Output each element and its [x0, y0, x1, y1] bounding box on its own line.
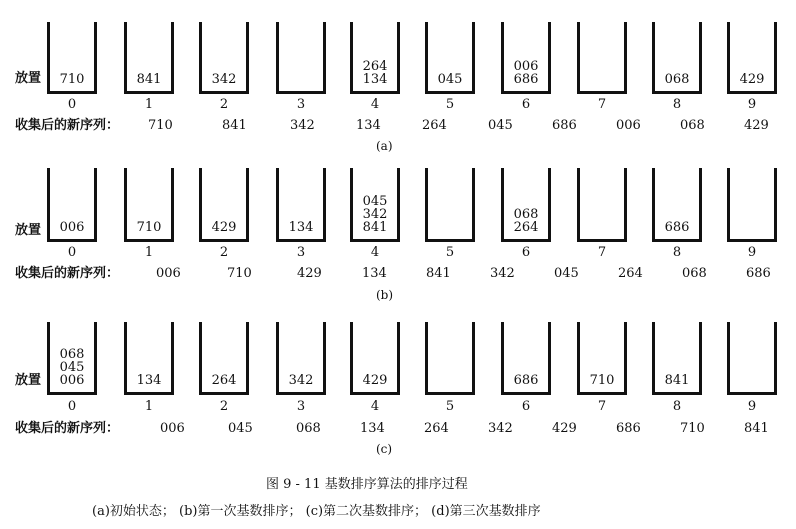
- bucket-value: 710: [136, 220, 162, 235]
- sequence-value: 710: [227, 266, 252, 281]
- bucket-0: [47, 168, 97, 242]
- bucket-value: 686: [513, 72, 539, 87]
- bucket-0: [47, 322, 97, 395]
- bucket-5: [425, 22, 475, 94]
- sequence-value: 068: [682, 266, 707, 281]
- bucket-0: [47, 22, 97, 94]
- bucket-index: 7: [597, 245, 607, 260]
- bucket-values: [655, 374, 699, 387]
- bucket-value: 841: [362, 220, 388, 235]
- sequence-value: 342: [290, 118, 315, 133]
- bucket-1: [124, 322, 174, 395]
- bucket-values: [655, 221, 699, 234]
- bucket-values: [353, 195, 397, 234]
- bucket-8: [652, 322, 702, 395]
- bucket-6: [501, 22, 551, 94]
- sequence-value: 342: [488, 421, 513, 436]
- bucket-8: [652, 22, 702, 94]
- bucket-index: 8: [672, 245, 682, 260]
- sequence-value: 429: [552, 421, 577, 436]
- bucket-2: [199, 168, 249, 242]
- bucket-values: [655, 73, 699, 86]
- bucket-index: 2: [219, 245, 229, 260]
- bucket-values: [127, 374, 171, 387]
- bucket-index: 5: [445, 245, 455, 260]
- bucket-values: [50, 221, 94, 234]
- bucket-index: 6: [521, 245, 531, 260]
- bucket-values: [279, 374, 323, 387]
- bucket-index: 7: [597, 97, 607, 112]
- sequence-value: 841: [426, 266, 451, 281]
- bucket-values: [127, 221, 171, 234]
- bucket-4: [350, 168, 400, 242]
- bucket-value: 342: [362, 207, 388, 222]
- sequence-value: 710: [680, 421, 705, 436]
- bucket-value: 264: [513, 220, 539, 235]
- collected-sequence-label: 收集后的新序列：: [15, 118, 120, 133]
- bucket-index: 5: [445, 399, 455, 414]
- bucket-index: 1: [144, 399, 154, 414]
- bucket-value: 068: [59, 347, 85, 362]
- sequence-value: 045: [554, 266, 579, 281]
- bucket-4: [350, 322, 400, 395]
- sequence-value: 264: [422, 118, 447, 133]
- bucket-value: 006: [59, 220, 85, 235]
- sequence-value: 841: [744, 421, 769, 436]
- sequence-value: 045: [228, 421, 253, 436]
- sequence-value: 006: [156, 266, 181, 281]
- sequence-value: 134: [362, 266, 387, 281]
- panel-caption: (c): [376, 442, 393, 456]
- bucket-value: 429: [211, 220, 237, 235]
- bucket-values: [279, 221, 323, 234]
- sequence-value: 686: [552, 118, 577, 133]
- sequence-value: 134: [360, 421, 385, 436]
- bucket-value: 264: [362, 59, 388, 74]
- bucket-value: 342: [288, 373, 314, 388]
- bucket-1: [124, 168, 174, 242]
- bucket-4: [350, 22, 400, 94]
- bucket-7: [577, 22, 627, 94]
- place-label: 放置: [15, 71, 42, 86]
- bucket-2: [199, 322, 249, 395]
- bucket-values: [50, 348, 94, 387]
- bucket-value: 686: [513, 373, 539, 388]
- sequence-value: 068: [296, 421, 321, 436]
- sequence-value: 429: [744, 118, 769, 133]
- collected-sequence-label: 收集后的新序列：: [15, 266, 120, 281]
- bucket-5: [425, 322, 475, 395]
- bucket-index: 1: [144, 245, 154, 260]
- bucket-index: 4: [370, 399, 380, 414]
- sequence-value: 841: [222, 118, 247, 133]
- bucket-values: [504, 208, 548, 234]
- sequence-value: 342: [490, 266, 515, 281]
- bucket-value: 068: [513, 207, 539, 222]
- bucket-value: 006: [59, 373, 85, 388]
- bucket-value: 068: [664, 72, 690, 87]
- sequence-value: 045: [488, 118, 513, 133]
- sequence-value: 686: [746, 266, 771, 281]
- bucket-2: [199, 22, 249, 94]
- sequence-value: 264: [618, 266, 643, 281]
- bucket-values: [504, 374, 548, 387]
- bucket-6: [501, 322, 551, 395]
- bucket-value: 134: [136, 373, 162, 388]
- bucket-value: 710: [589, 373, 615, 388]
- sequence-value: 710: [148, 118, 173, 133]
- bucket-3: [276, 322, 326, 395]
- sequence-value: 429: [297, 266, 322, 281]
- sequence-value: 686: [616, 421, 641, 436]
- place-label: 放置: [15, 373, 42, 388]
- place-label: 放置: [15, 223, 42, 238]
- bucket-values: [428, 73, 472, 86]
- bucket-value: 429: [362, 373, 388, 388]
- panel-caption: (a): [376, 139, 393, 153]
- bucket-values: [202, 73, 246, 86]
- panel-caption: (b): [376, 288, 394, 302]
- bucket-index: 6: [521, 97, 531, 112]
- bucket-value: 045: [362, 194, 388, 209]
- bucket-index: 9: [747, 245, 757, 260]
- sequence-value: 264: [424, 421, 449, 436]
- bucket-value: 006: [513, 59, 539, 74]
- bucket-6: [501, 168, 551, 242]
- figure-title: 图 9 - 11 基数排序算法的排序过程: [266, 477, 468, 492]
- bucket-value: 134: [362, 72, 388, 87]
- collected-sequence-label: 收集后的新序列：: [15, 421, 120, 436]
- bucket-values: [202, 221, 246, 234]
- bucket-index: 3: [296, 245, 306, 260]
- bucket-index: 9: [747, 97, 757, 112]
- bucket-value: 045: [437, 72, 463, 87]
- bucket-value: 429: [739, 72, 765, 87]
- bucket-index: 5: [445, 97, 455, 112]
- bucket-index: 7: [597, 399, 607, 414]
- bucket-values: [580, 374, 624, 387]
- bucket-value: 045: [59, 360, 85, 375]
- bucket-index: 8: [672, 399, 682, 414]
- bucket-7: [577, 322, 627, 395]
- bucket-value: 134: [288, 220, 314, 235]
- bucket-index: 3: [296, 97, 306, 112]
- bucket-index: 1: [144, 97, 154, 112]
- sequence-value: 134: [356, 118, 381, 133]
- bucket-value: 264: [211, 373, 237, 388]
- bucket-values: [730, 73, 774, 86]
- sequence-value: 068: [680, 118, 705, 133]
- bucket-index: 0: [67, 399, 77, 414]
- bucket-index: 8: [672, 97, 682, 112]
- sequence-value: 006: [160, 421, 185, 436]
- sequence-value: 006: [616, 118, 641, 133]
- bucket-value: 686: [664, 220, 690, 235]
- bucket-values: [202, 374, 246, 387]
- bucket-value: 342: [211, 72, 237, 87]
- bucket-index: 6: [521, 399, 531, 414]
- bucket-index: 4: [370, 245, 380, 260]
- bucket-9: [727, 168, 777, 242]
- bucket-value: 841: [136, 72, 162, 87]
- bucket-8: [652, 168, 702, 242]
- bucket-index: 9: [747, 399, 757, 414]
- bucket-7: [577, 168, 627, 242]
- bucket-index: 2: [219, 97, 229, 112]
- bucket-value: 710: [59, 72, 85, 87]
- bucket-index: 3: [296, 399, 306, 414]
- bucket-values: [50, 73, 94, 86]
- bucket-index: 0: [67, 97, 77, 112]
- figure-subtitle: (a)初始状态； (b)第一次基数排序； (c)第二次基数排序； (d)第三次基数排序: [92, 504, 541, 519]
- bucket-9: [727, 22, 777, 94]
- bucket-1: [124, 22, 174, 94]
- bucket-3: [276, 22, 326, 94]
- bucket-index: 0: [67, 245, 77, 260]
- bucket-values: [127, 73, 171, 86]
- bucket-index: 4: [370, 97, 380, 112]
- bucket-values: [353, 60, 397, 86]
- bucket-values: [504, 60, 548, 86]
- bucket-5: [425, 168, 475, 242]
- bucket-index: 2: [219, 399, 229, 414]
- bucket-9: [727, 322, 777, 395]
- bucket-value: 841: [664, 373, 690, 388]
- bucket-values: [353, 374, 397, 387]
- bucket-3: [276, 168, 326, 242]
